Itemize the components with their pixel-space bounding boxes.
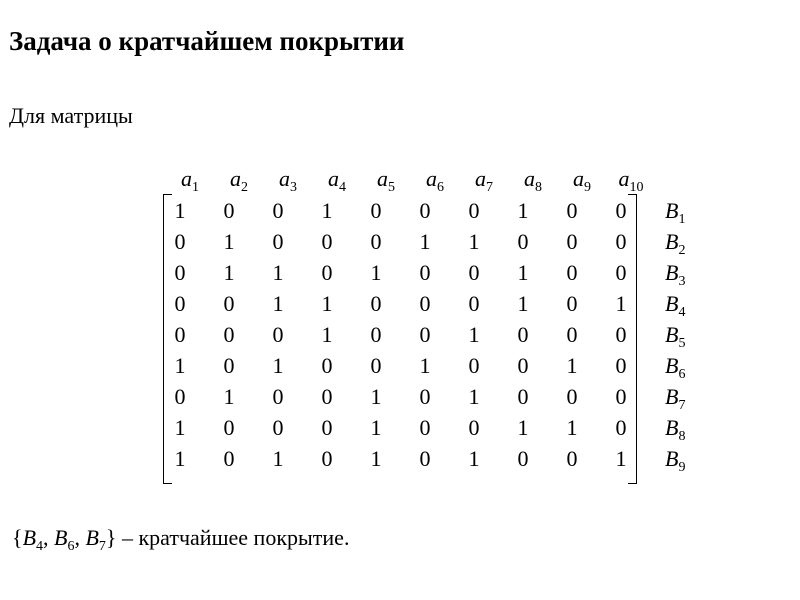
matrix-cell: 0 — [566, 198, 578, 223]
matrix-cell: 0 — [468, 415, 480, 440]
matrix-cell: 0 — [321, 353, 333, 378]
matrix-cell: 1 — [223, 384, 235, 409]
matrix-cell: 0 — [370, 198, 382, 223]
answer-open-brace: { — [12, 525, 23, 550]
matrix-cell: 0 — [223, 198, 235, 223]
matrix-cell: 0 — [468, 260, 480, 285]
row-label: $B_5$ — [665, 322, 686, 351]
matrix-cell: 1 — [174, 353, 186, 378]
matrix-cell: 0 — [615, 260, 627, 285]
answer-item: $B_6$ — [54, 525, 75, 554]
column-header: $a_4$ — [328, 166, 346, 195]
matrix-cell: 1 — [517, 260, 529, 285]
matrix-cell: 0 — [370, 229, 382, 254]
matrix-cell: 0 — [517, 229, 529, 254]
column-header: $a_5$ — [377, 166, 395, 195]
row-label: $B_3$ — [665, 260, 686, 289]
matrix-cell: 0 — [419, 260, 431, 285]
matrix-cell: 1 — [370, 415, 382, 440]
matrix-cell: 1 — [272, 291, 284, 316]
column-header: $a_7$ — [475, 166, 493, 195]
column-header: $a_9$ — [573, 166, 591, 195]
matrix-cell: 1 — [517, 291, 529, 316]
matrix-cell: 0 — [468, 198, 480, 223]
matrix-cell: 0 — [419, 322, 431, 347]
matrix-cell: 0 — [223, 322, 235, 347]
row-label: $B_6$ — [665, 353, 686, 382]
answer-text: – кратчайшее покрытие. — [116, 525, 350, 550]
matrix-cell: 0 — [566, 229, 578, 254]
matrix-cell: 0 — [223, 415, 235, 440]
intro-text: Для матрицы — [9, 103, 133, 128]
matrix-cell: 0 — [370, 353, 382, 378]
matrix-cell: 0 — [615, 415, 627, 440]
matrix-cell: 0 — [615, 322, 627, 347]
column-header: $a_6$ — [426, 166, 444, 195]
matrix-cell: 0 — [174, 260, 186, 285]
matrix-cell: 0 — [272, 229, 284, 254]
row-label: $B_4$ — [665, 291, 686, 320]
matrix-cell: 1 — [223, 229, 235, 254]
matrix-cell: 0 — [419, 446, 431, 471]
matrix-cell: 1 — [419, 229, 431, 254]
matrix-cell: 1 — [517, 198, 529, 223]
answer-item: $B_7$ — [85, 525, 106, 554]
matrix-cell: 0 — [223, 446, 235, 471]
matrix-cell: 0 — [419, 415, 431, 440]
matrix-cell: 1 — [370, 384, 382, 409]
matrix-cell: 0 — [615, 353, 627, 378]
row-label: $B_9$ — [665, 446, 686, 475]
matrix-cell: 1 — [272, 446, 284, 471]
matrix-cell: 0 — [566, 384, 578, 409]
matrix-cell: 0 — [468, 353, 480, 378]
answer-line — [12, 525, 350, 554]
matrix-cell: 0 — [566, 291, 578, 316]
row-label: $B_7$ — [665, 384, 686, 413]
column-header: $a_2$ — [230, 166, 248, 195]
matrix-cell: 0 — [517, 353, 529, 378]
matrix-cell: 1 — [468, 322, 480, 347]
column-header: $a_3$ — [279, 166, 297, 195]
answer-close-brace: } — [105, 525, 117, 550]
matrix-cell: 0 — [517, 446, 529, 471]
matrix-cell: 1 — [272, 353, 284, 378]
matrix-cell: 0 — [174, 291, 186, 316]
matrix-cell: 1 — [566, 353, 578, 378]
row-label: $B_2$ — [665, 229, 686, 258]
matrix-cell: 1 — [517, 415, 529, 440]
column-header: $a_8$ — [524, 166, 542, 195]
matrix-cell: 1 — [615, 291, 627, 316]
row-label: $B_1$ — [665, 198, 686, 227]
matrix-cell: 0 — [615, 384, 627, 409]
page-title: Задача о кратчайшем покрытии — [9, 26, 405, 56]
matrix-cell: 0 — [272, 198, 284, 223]
matrix-cell: 0 — [566, 260, 578, 285]
matrix-cell: 0 — [370, 322, 382, 347]
matrix-cell: 0 — [174, 229, 186, 254]
row-label: $B_8$ — [665, 415, 686, 444]
matrix-cell: 0 — [468, 291, 480, 316]
matrix-cell: 0 — [517, 322, 529, 347]
matrix-cell: 0 — [321, 384, 333, 409]
answer-item: $B_4$ — [22, 525, 44, 554]
matrix-cell: 0 — [370, 291, 382, 316]
matrix-cell: 0 — [174, 384, 186, 409]
matrix-cell: 1 — [468, 446, 480, 471]
column-header: $a_1$ — [181, 166, 199, 195]
matrix-cell: 1 — [321, 198, 333, 223]
matrix-cell: 0 — [419, 198, 431, 223]
column-header: $a_{10}$ — [618, 166, 644, 195]
matrix-cell: 1 — [370, 260, 382, 285]
matrix-cell: 1 — [174, 198, 186, 223]
matrix-cell: 1 — [419, 353, 431, 378]
matrix-cell: 0 — [223, 353, 235, 378]
matrix-cell: 1 — [174, 415, 186, 440]
matrix-cell: 1 — [370, 446, 382, 471]
matrix-cell: 0 — [517, 384, 529, 409]
matrix-cell: 0 — [223, 291, 235, 316]
matrix-cell: 1 — [321, 322, 333, 347]
matrix-cell: 0 — [615, 229, 627, 254]
matrix-cell: 0 — [272, 322, 284, 347]
answer-items: $B_4$, $B_6$, $B_7$ — [22, 525, 106, 554]
matrix-cell: 0 — [174, 322, 186, 347]
matrix-cell: 0 — [615, 198, 627, 223]
matrix-cell: 0 — [419, 291, 431, 316]
matrix-cell: 1 — [223, 260, 235, 285]
matrix-cell: 1 — [321, 291, 333, 316]
matrix-cell: 1 — [272, 260, 284, 285]
matrix-cell: 0 — [321, 260, 333, 285]
matrix-cell: 1 — [468, 384, 480, 409]
matrix-cell: 0 — [272, 384, 284, 409]
matrix-cell: 0 — [566, 446, 578, 471]
matrix-cell: 0 — [272, 415, 284, 440]
matrix-cell: 0 — [321, 415, 333, 440]
matrix-cell: 1 — [174, 446, 186, 471]
matrix-cell: 1 — [615, 446, 627, 471]
matrix-cell: 1 — [566, 415, 578, 440]
matrix-cell: 1 — [468, 229, 480, 254]
matrix-cell: 0 — [566, 322, 578, 347]
matrix-cell: 0 — [321, 446, 333, 471]
matrix-cell: 0 — [321, 229, 333, 254]
matrix-cell: 0 — [419, 384, 431, 409]
